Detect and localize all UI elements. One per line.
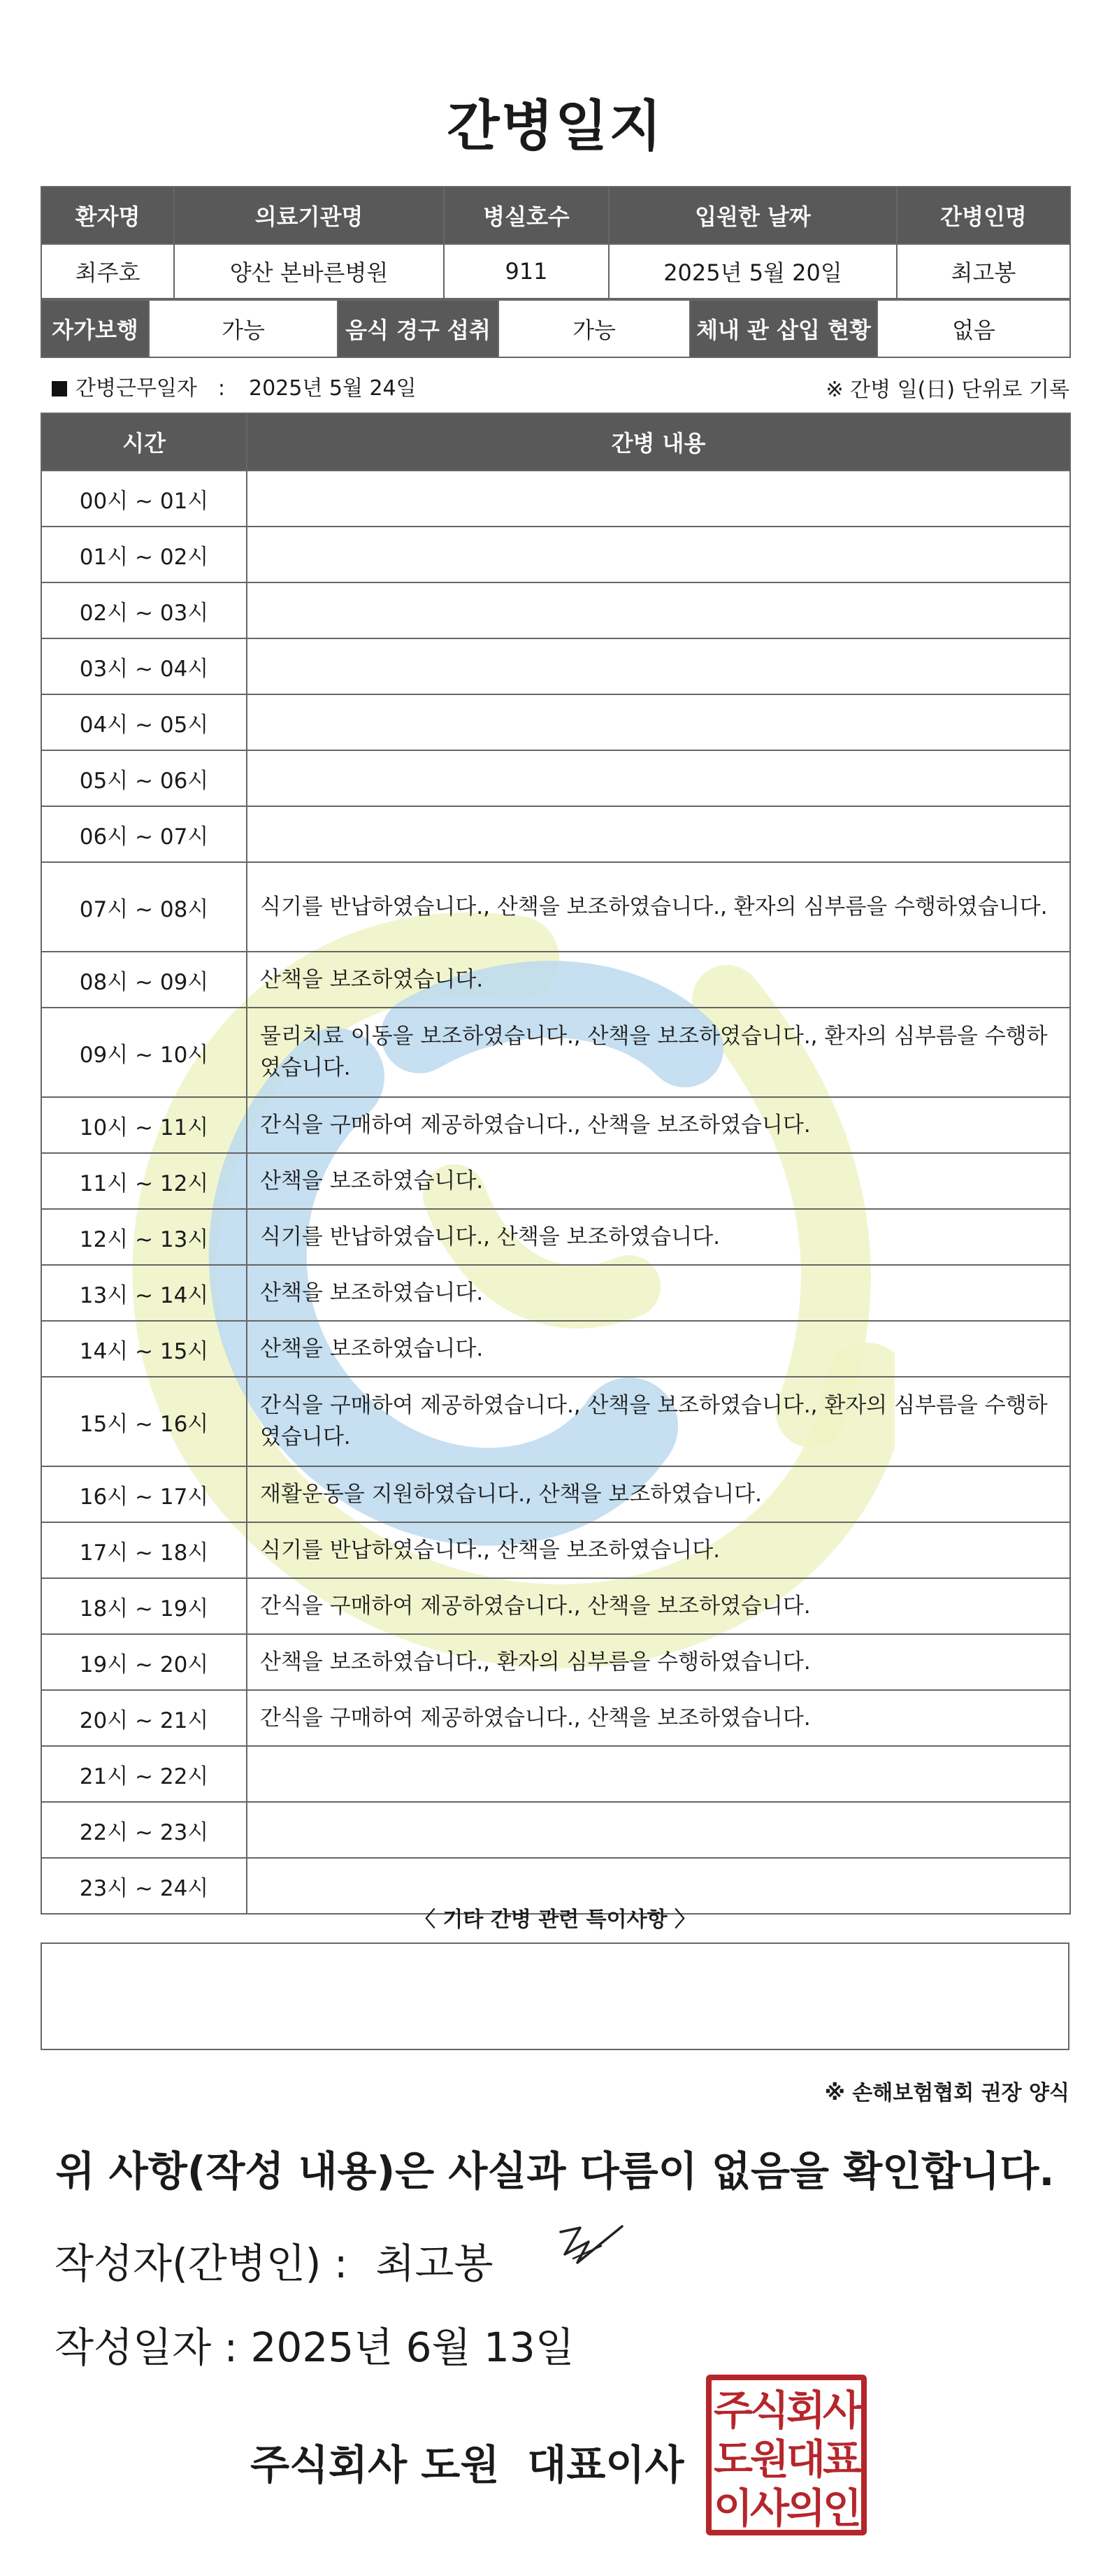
log-time: 03시 ~ 04시 — [41, 638, 247, 694]
log-time: 05시 ~ 06시 — [41, 750, 247, 806]
log-row — [41, 750, 1070, 806]
special-notes-box — [41, 1942, 1069, 2050]
log-time: 14시 ~ 15시 — [41, 1321, 247, 1377]
log-time: 00시 ~ 01시 — [41, 471, 247, 527]
log-time: 08시 ~ 09시 — [41, 952, 247, 1008]
header-time: 시간 — [41, 413, 247, 471]
log-content — [247, 1802, 1070, 1858]
log-content: 식기를 반납하였습니다., 산책을 보조하였습니다. — [247, 1522, 1070, 1578]
signature-image — [552, 2218, 629, 2274]
log-time: 15시 ~ 16시 — [41, 1377, 247, 1466]
writer-line — [55, 2231, 493, 2289]
log-row — [41, 1377, 1070, 1466]
self-walk-label: 자가보행 — [41, 300, 149, 357]
log-body — [41, 471, 1070, 1914]
log-row — [41, 582, 1070, 638]
log-content: 산책을 보조하였습니다. — [247, 1265, 1070, 1321]
log-content — [247, 806, 1070, 862]
log-time: 16시 ~ 17시 — [41, 1466, 247, 1522]
writer-name: 최고봉 — [375, 2240, 493, 2287]
log-content: 간식을 구매하여 제공하였습니다., 산책을 보조하였습니다., 환자의 심부름을 수행하였습니다. — [247, 1377, 1070, 1466]
log-time: 21시 ~ 22시 — [41, 1746, 247, 1802]
log-time: 17시 ~ 18시 — [41, 1522, 247, 1578]
log-time: 02시 ~ 03시 — [41, 582, 247, 638]
log-content: 간식을 구매하여 제공하였습니다., 산책을 보조하였습니다. — [247, 1690, 1070, 1746]
log-content: 산책을 보조하였습니다. — [247, 1153, 1070, 1209]
log-row — [41, 806, 1070, 862]
log-content: 산책을 보조하였습니다., 환자의 심부름을 수행하였습니다. — [247, 1634, 1070, 1690]
log-row — [41, 1097, 1070, 1153]
oral-intake-label: 음식 경구 섭취 — [338, 300, 498, 357]
log-time: 23시 ~ 24시 — [41, 1858, 247, 1914]
write-date-label: 작성일자 : — [55, 2324, 238, 2371]
patient-status-table — [41, 299, 1071, 358]
self-walk-value: 가능 — [149, 300, 338, 357]
company-name: 주식회사 도원 — [250, 2441, 500, 2489]
log-row — [41, 1634, 1070, 1690]
header-hospital-name: 의료기관명 — [174, 187, 444, 244]
log-time: 06시 ~ 07시 — [41, 806, 247, 862]
log-time: 13시 ~ 14시 — [41, 1265, 247, 1321]
log-content: 산책을 보조하였습니다. — [247, 1321, 1070, 1377]
recommend-form-note: ※ 손해보험협회 권장 양식 — [824, 2081, 1069, 2105]
log-header-row — [41, 413, 1070, 471]
oral-intake-value: 가능 — [498, 300, 690, 357]
patient-info-table — [41, 186, 1071, 299]
log-content: 산책을 보조하였습니다. — [247, 952, 1070, 1008]
header-care-content: 간병 내용 — [247, 413, 1070, 471]
header-admission-date: 입원한 날짜 — [609, 187, 897, 244]
seal-line: 주식회사 — [713, 2387, 860, 2434]
company-seal-stamp — [706, 2375, 867, 2535]
log-time: 07시 ~ 08시 — [41, 862, 247, 952]
status-row — [41, 300, 1070, 357]
log-content: 재활운동을 지원하였습니다., 산책을 보조하였습니다. — [247, 1466, 1070, 1522]
company-line — [250, 2432, 684, 2491]
log-row — [41, 694, 1070, 750]
writer-label: 작성자(간병인) : — [55, 2240, 348, 2287]
log-time: 20시 ~ 21시 — [41, 1690, 247, 1746]
log-row — [41, 1578, 1070, 1634]
log-row — [41, 1466, 1070, 1522]
log-time: 19시 ~ 20시 — [41, 1634, 247, 1690]
caregiver-name: 최고봉 — [897, 244, 1070, 299]
header-room-number: 병실호수 — [444, 187, 609, 244]
patient-name: 최주호 — [41, 244, 174, 299]
care-log-table — [41, 413, 1071, 1915]
work-date-colon: : — [217, 376, 225, 401]
special-notes-title: 〈 기타 간병 관련 특이사항 〉 — [414, 1908, 696, 1932]
log-row — [41, 952, 1070, 1008]
seal-line: 이사의인 — [713, 2484, 860, 2532]
log-content: 간식을 구매하여 제공하였습니다., 산책을 보조하였습니다. — [247, 1097, 1070, 1153]
log-content — [247, 694, 1070, 750]
log-row — [41, 527, 1070, 582]
hospital-name: 양산 본바른병원 — [174, 244, 444, 299]
log-time: 11시 ~ 12시 — [41, 1153, 247, 1209]
work-date-value: 2025년 5월 24일 — [249, 376, 417, 401]
log-row — [41, 471, 1070, 527]
log-content — [247, 471, 1070, 527]
tube-value: 없음 — [877, 300, 1070, 357]
log-row — [41, 1802, 1070, 1858]
log-row — [41, 1265, 1070, 1321]
log-content — [247, 1746, 1070, 1802]
log-time: 10시 ~ 11시 — [41, 1097, 247, 1153]
log-time: 04시 ~ 05시 — [41, 694, 247, 750]
admission-date: 2025년 5월 20일 — [609, 244, 897, 299]
square-bullet-icon — [52, 381, 67, 396]
log-row — [41, 638, 1070, 694]
room-number: 911 — [444, 244, 609, 299]
log-row — [41, 1209, 1070, 1265]
log-content — [247, 638, 1070, 694]
tube-label: 체내 관 삽입 현황 — [690, 300, 877, 357]
daily-record-note: ※ 간병 일(日) 단위로 기록 — [826, 378, 1069, 402]
page-title: 간병일지 — [447, 95, 663, 158]
header-patient-name: 환자명 — [41, 187, 174, 244]
write-date-value: 2025년 6월 13일 — [250, 2324, 575, 2371]
log-content — [247, 582, 1070, 638]
log-row — [41, 1153, 1070, 1209]
log-content: 물리치료 이동을 보조하였습니다., 산책을 보조하였습니다., 환자의 심부름을 수행하였습니다. — [247, 1008, 1070, 1097]
log-content: 식기를 반납하였습니다., 산책을 보조하였습니다., 환자의 심부름을 수행하였습니다. — [247, 862, 1070, 952]
log-row — [41, 1522, 1070, 1578]
info-value-row — [41, 244, 1070, 299]
log-time: 09시 ~ 10시 — [41, 1008, 247, 1097]
header-caregiver-name: 간병인명 — [897, 187, 1070, 244]
confirmation-statement: 위 사항(작성 내용)은 사실과 다름이 없음을 확인합니다. — [55, 2147, 1055, 2195]
log-row — [41, 1746, 1070, 1802]
work-date-label: 간병근무일자 — [75, 376, 197, 401]
log-row — [41, 1321, 1070, 1377]
log-time: 22시 ~ 23시 — [41, 1802, 247, 1858]
log-time: 18시 ~ 19시 — [41, 1578, 247, 1634]
log-content: 식기를 반납하였습니다., 산책을 보조하였습니다. — [247, 1209, 1070, 1265]
log-row — [41, 862, 1070, 952]
info-header-row — [41, 187, 1070, 244]
company-title: 대표이사 — [527, 2441, 684, 2489]
write-date-line — [55, 2314, 575, 2373]
seal-line: 도원대표 — [713, 2435, 860, 2483]
log-row — [41, 1690, 1070, 1746]
log-content — [247, 750, 1070, 806]
log-row — [41, 1008, 1070, 1097]
log-content — [247, 527, 1070, 582]
work-date-line — [52, 371, 417, 401]
log-time: 12시 ~ 13시 — [41, 1209, 247, 1265]
log-content: 간식을 구매하여 제공하였습니다., 산책을 보조하였습니다. — [247, 1578, 1070, 1634]
log-time: 01시 ~ 02시 — [41, 527, 247, 582]
